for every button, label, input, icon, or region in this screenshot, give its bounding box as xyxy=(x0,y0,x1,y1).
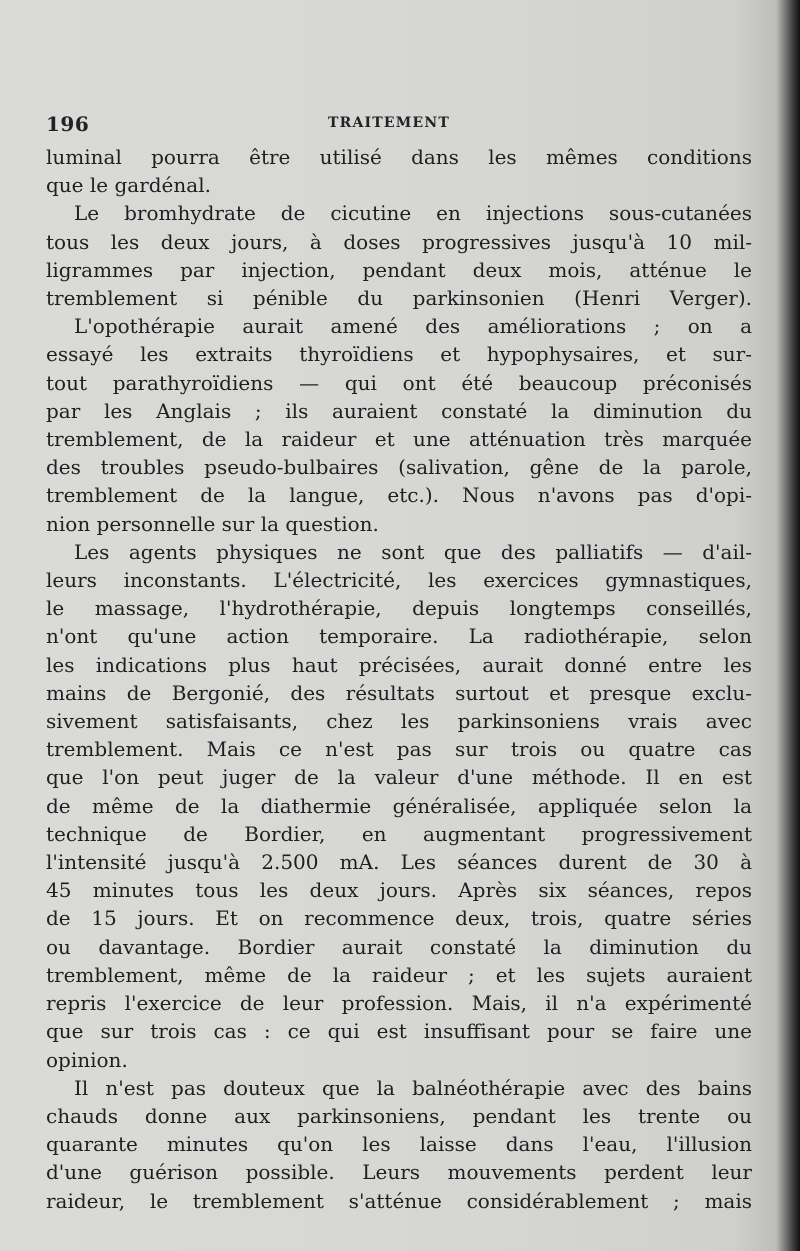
text-line: de 15 jours. Et on recommence deux, trois, quatre séries xyxy=(46,906,752,931)
text-line: chauds donne aux parkinsoniens, pendant les trente ou xyxy=(46,1103,752,1128)
text-line: mains de Bergonié, des résultats surtout et presque exclu- xyxy=(46,680,752,705)
paragraph xyxy=(46,199,752,312)
text-line: l'intensité jusqu'à 2.500 mA. Les séances durent de 30 à xyxy=(46,850,752,875)
running-title: TRAITEMENT xyxy=(328,115,450,131)
text-line: L'opothérapie aurait amené des améliorations ; on a xyxy=(74,314,752,339)
text-line: que le gardénal. xyxy=(46,173,211,198)
page-number: 196 xyxy=(46,112,90,136)
text-line: repris l'exercice de leur profession. Mais, il n'a expérimenté xyxy=(46,991,752,1016)
paragraph xyxy=(46,538,752,1074)
paragraph xyxy=(46,1074,752,1215)
text-line: opinion. xyxy=(46,1047,128,1072)
text-line: Les agents physiques ne sont que des palliatifs — d'ail- xyxy=(74,539,752,564)
text-line: que sur trois cas : ce qui est insuffisant pour se faire une xyxy=(46,1019,752,1044)
text-line: des troubles pseudo-bulbaires (salivation, gêne de la parole, xyxy=(46,455,752,480)
paragraph xyxy=(46,143,752,199)
text-line: nion personnelle sur la question. xyxy=(46,511,379,536)
text-line: Il n'est pas douteux que la balnéothérapie avec des bains xyxy=(74,1075,752,1100)
text-line: technique de Bordier, en augmentant progressivement xyxy=(46,821,752,846)
body-text xyxy=(46,143,752,1215)
text-line: les indications plus haut précisées, aurait donné entre les xyxy=(46,652,752,677)
text-line: d'une guérison possible. Leurs mouvements perdent leur xyxy=(46,1160,752,1185)
paragraph xyxy=(46,312,752,538)
text-line: luminal pourra être utilisé dans les mêmes conditions xyxy=(46,145,752,169)
page-header xyxy=(46,112,752,136)
text-line: tremblement, de la raideur et une atténuation très marquée xyxy=(46,427,752,452)
text-line: 45 minutes tous les deux jours. Après six séances, repos xyxy=(46,878,752,903)
text-line: quarante minutes qu'on les laisse dans l'eau, l'illusion xyxy=(46,1132,752,1157)
text-line: que l'on peut juger de la valeur d'une méthode. Il en est xyxy=(46,765,752,790)
text-line: Le bromhydrate de cicutine en injections sous-cutanées xyxy=(74,201,752,226)
text-line: par les Anglais ; ils auraient constaté la diminution du xyxy=(46,398,752,423)
text-line: ou davantage. Bordier aurait constaté la diminution du xyxy=(46,934,752,959)
text-line: leurs inconstants. L'électricité, les exercices gymnastiques, xyxy=(46,568,752,593)
text-line: tout parathyroïdiens — qui ont été beaucoup préconisés xyxy=(46,370,752,395)
text-line: tous les deux jours, à doses progressives jusqu'à 10 mil- xyxy=(46,229,752,254)
text-line: tremblement de la langue, etc.). Nous n'avons pas d'opi- xyxy=(46,483,752,508)
text-line: essayé les extraits thyroïdiens et hypophysaires, et sur- xyxy=(46,342,752,367)
text-line: le massage, l'hydrothérapie, depuis longtemps conseillés, xyxy=(46,596,752,621)
text-line: tremblement, même de la raideur ; et les sujets auraient xyxy=(46,962,752,987)
text-line: raideur, le tremblement s'atténue considérablement ; mais xyxy=(46,1188,752,1213)
text-line: tremblement si pénible du parkinsonien (Henri Verger). xyxy=(46,286,752,311)
text-line: ligrammes par injection, pendant deux mois, atténue le xyxy=(46,257,752,282)
text-line: de même de la diathermie généralisée, appliquée selon la xyxy=(46,793,752,818)
text-line: tremblement. Mais ce n'est pas sur trois ou quatre cas xyxy=(46,737,752,762)
text-line: n'ont qu'une action temporaire. La radiothérapie, selon xyxy=(46,624,752,649)
text-line: sivement satisfaisants, chez les parkinsoniens vrais avec xyxy=(46,709,752,734)
